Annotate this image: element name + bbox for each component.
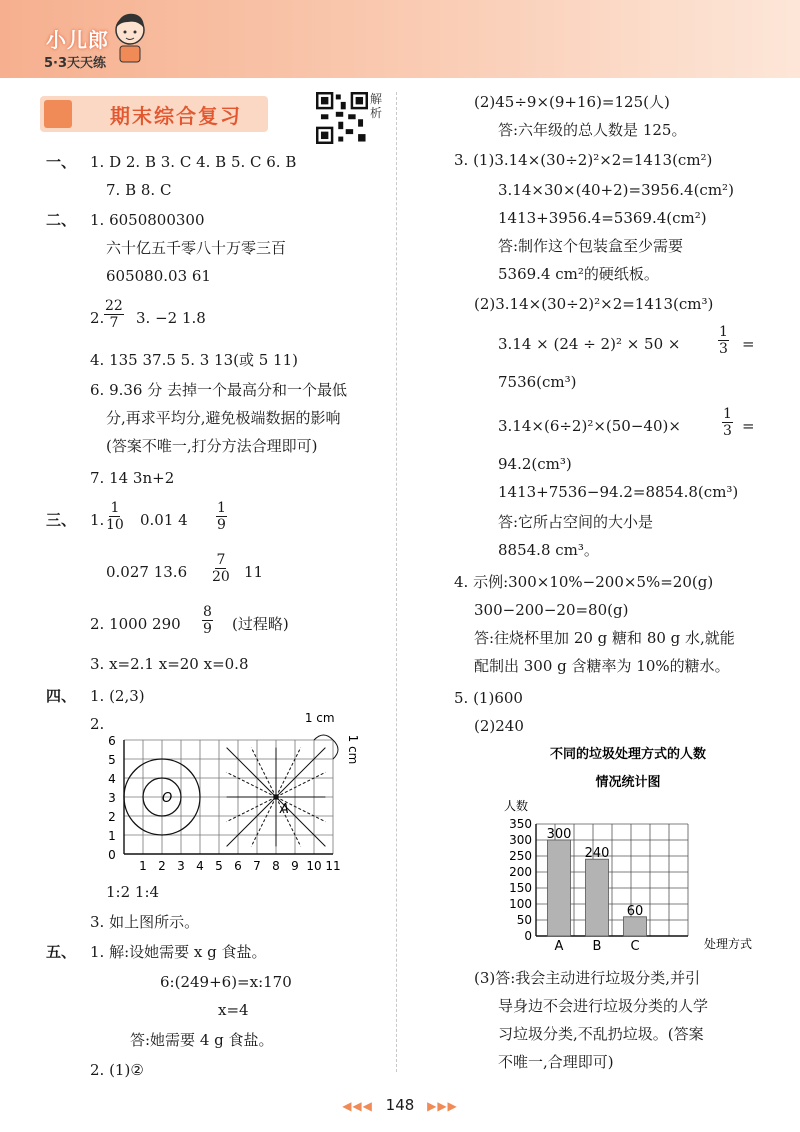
y-tick-label: 1 bbox=[108, 829, 116, 843]
burst-line bbox=[276, 772, 325, 797]
x-tick-label: 3 bbox=[177, 859, 185, 873]
answer-line: 1413+3956.4=5369.4(cm²) bbox=[498, 209, 707, 227]
answer-line: 1. D 2. B 3. C 4. B 5. C 6. B bbox=[90, 153, 297, 171]
answer-line: (3)答:我会主动进行垃圾分类,并引 bbox=[474, 969, 701, 987]
bar bbox=[548, 840, 571, 936]
x-tick-label: 2 bbox=[158, 859, 166, 873]
answer-line: 4. 135 37.5 5. 3 13(或 5 11) bbox=[90, 351, 298, 369]
answer-line: = bbox=[742, 335, 755, 353]
y-tick-label: 6 bbox=[108, 734, 116, 748]
answer-line: (答案不唯一,打分方法合理即可) bbox=[106, 437, 318, 455]
answer-line: 配制出 300 g 含糖率为 10%的糖水。 bbox=[474, 657, 730, 675]
section-1-number: 一、 bbox=[46, 153, 77, 171]
burst-line bbox=[227, 772, 276, 797]
burst-line bbox=[227, 797, 276, 846]
answer-line: 11 bbox=[244, 563, 264, 581]
answer-line: 1. 6050800300 bbox=[90, 211, 205, 229]
unit-brace bbox=[333, 740, 338, 759]
answer-line: 8854.8 cm³。 bbox=[498, 541, 599, 559]
answer-line: (2)3.14×(30÷2)²×2=1413(cm³) bbox=[474, 295, 714, 313]
burst-line bbox=[276, 748, 325, 797]
bar-value-label: 300 bbox=[546, 827, 572, 842]
burst-line bbox=[276, 748, 301, 797]
fraction: $\frac{8}{9}$ bbox=[203, 604, 212, 637]
column-divider bbox=[396, 92, 397, 1072]
x-tick-label: 5 bbox=[215, 859, 223, 873]
answer-line: 3. x=2.1 x=20 x=0.8 bbox=[90, 655, 249, 673]
answer-line: 答:制作这个包装盒至少需要 bbox=[498, 237, 684, 255]
y-tick-label: 3 bbox=[108, 791, 116, 805]
chart-subtitle: 情况统计图 bbox=[595, 775, 661, 790]
answer-line: 2. 1000 290 bbox=[90, 615, 181, 633]
bar bbox=[624, 917, 647, 936]
x-tick-label: B bbox=[592, 939, 602, 954]
x-tick-label: 11 bbox=[325, 859, 341, 873]
unit-horizontal-label: 1 cm bbox=[304, 711, 335, 725]
bar bbox=[586, 859, 609, 936]
answer-line: 答:六年级的总人数是 125。 bbox=[498, 121, 687, 139]
answer-line: 答:往烧杯里加 20 g 糖和 80 g 水,就能 bbox=[474, 629, 735, 647]
fraction: $\frac{1}{3}$ bbox=[723, 406, 732, 439]
unit-vertical-label: 1 cm bbox=[346, 734, 360, 765]
section-title-box bbox=[40, 96, 268, 132]
answer-line: 3. 如上图所示。 bbox=[90, 913, 200, 931]
answer-line: 0.01 4 bbox=[140, 511, 188, 529]
section-2-number: 二、 bbox=[46, 211, 77, 229]
qr-code-icon[interactable] bbox=[316, 92, 368, 144]
answer-line: (2)240 bbox=[474, 717, 524, 735]
answer-line: 7. 14 3n+2 bbox=[90, 469, 175, 487]
answer-line: 分,再求平均分,避免极端数据的影响 bbox=[106, 409, 341, 427]
answer-line: (过程略) bbox=[232, 615, 289, 633]
answer-line: 1. (2,3) bbox=[90, 687, 145, 705]
title-marker bbox=[44, 100, 72, 128]
x-tick-label: 1 bbox=[139, 859, 147, 873]
x-tick-label: 10 bbox=[306, 859, 322, 873]
y-tick-label: 150 bbox=[509, 881, 532, 895]
x-tick-label: C bbox=[630, 939, 640, 954]
answer-line: 3. (1)3.14×(30÷2)²×2=1413(cm²) bbox=[454, 151, 713, 169]
ratio-answer: 1:2 1:4 bbox=[106, 883, 160, 901]
x-tick-label: 6 bbox=[234, 859, 242, 873]
answer-line: 7. B 8. C bbox=[106, 181, 172, 199]
answer-line: 2. bbox=[90, 309, 105, 327]
x-tick-label: 8 bbox=[272, 859, 280, 873]
qr-label: 解析 bbox=[370, 92, 383, 120]
answer-line: 0.027 13.6 bbox=[106, 563, 188, 581]
fraction: $\frac{7}{20}$ bbox=[212, 552, 230, 585]
answer-line: 7536(cm³) bbox=[498, 373, 577, 391]
x-tick-label: 4 bbox=[196, 859, 204, 873]
section-3-number: 三、 bbox=[46, 511, 77, 529]
answer-line: 3. −2 1.8 bbox=[136, 309, 206, 327]
answer-line: 3.14×(6÷2)²×(50−40)× bbox=[498, 417, 681, 435]
answer-line: x=4 bbox=[218, 1001, 249, 1019]
bar-chart bbox=[478, 740, 778, 962]
y-tick-label: 300 bbox=[509, 833, 532, 847]
chart-xlabel: 处理方式 bbox=[704, 937, 753, 951]
answer-line: 六十亿五千零八十万零三百 bbox=[106, 239, 287, 257]
answer-line: 1413+7536−94.2=8854.8(cm³) bbox=[498, 483, 739, 501]
answer-line: 6. 9.36 分 去掉一个最高分和一个最低 bbox=[90, 381, 348, 399]
answer-line: 导身边不会进行垃圾分类的人学 bbox=[498, 997, 709, 1015]
bar-value-label: 60 bbox=[626, 903, 644, 919]
answer-line: = bbox=[742, 417, 755, 435]
y-tick-label: 50 bbox=[516, 913, 532, 927]
answer-line: 2. bbox=[90, 715, 105, 733]
y-tick-label: 0 bbox=[524, 929, 532, 943]
answer-line: 5369.4 cm²的硬纸板。 bbox=[498, 265, 659, 283]
y-tick-label: 100 bbox=[509, 897, 532, 911]
y-tick-label: 250 bbox=[509, 849, 532, 863]
answer-line: (2)45÷9×(9+16)=125(人) bbox=[474, 93, 670, 111]
burst-line bbox=[251, 748, 276, 797]
bar-value-label: 240 bbox=[584, 846, 610, 862]
section-5-number: 五、 bbox=[46, 943, 77, 961]
answer-line: 605080.03 61 bbox=[106, 267, 211, 285]
y-tick-label: 0 bbox=[108, 848, 116, 862]
answer-line: 答:它所占空间的大小是 bbox=[498, 513, 654, 531]
prev-arrows-icon: ◀◀◀ bbox=[342, 1099, 373, 1113]
answer-line: 1. bbox=[90, 511, 105, 529]
y-tick-label: 350 bbox=[509, 817, 532, 831]
y-tick-label: 4 bbox=[108, 772, 116, 786]
x-tick-label: 9 bbox=[291, 859, 299, 873]
unit-brace bbox=[314, 735, 333, 740]
answer-line: 94.2(cm³) bbox=[498, 455, 572, 473]
burst-line bbox=[251, 797, 276, 846]
x-tick-label: A bbox=[554, 939, 564, 954]
answer-line: 6:(249+6)=x:170 bbox=[160, 973, 292, 991]
page-footer bbox=[0, 1096, 800, 1114]
section-title: 期末综合复习 bbox=[110, 104, 242, 128]
fraction: $\frac{1}{10}$ bbox=[106, 500, 124, 533]
answer-line: 5. (1)600 bbox=[454, 689, 523, 707]
chart-title: 不同的垃圾处理方式的人数 bbox=[549, 747, 707, 762]
x-tick-label: 7 bbox=[253, 859, 261, 873]
series-label: 5·3天天练 bbox=[44, 56, 107, 71]
answer-line: 答:她需要 4 g 食盐。 bbox=[130, 1031, 274, 1049]
section-4-number: 四、 bbox=[46, 687, 77, 705]
answer-line: 习垃圾分类,不乱扔垃圾。(答案 bbox=[498, 1025, 704, 1043]
y-tick-label: 2 bbox=[108, 810, 116, 824]
burst-line bbox=[227, 797, 276, 822]
mascot-icon bbox=[110, 8, 150, 66]
chart-ylabel: 人数 bbox=[503, 799, 529, 813]
point-label-o: O bbox=[162, 791, 173, 806]
burst-line bbox=[227, 748, 276, 797]
page-number: 148 bbox=[385, 1096, 415, 1114]
answer-line: 3.14×30×(40+2)=3956.4(cm²) bbox=[498, 181, 734, 199]
brand-logo: 小儿郎 bbox=[46, 28, 109, 52]
answer-line: 300−200−20=80(g) bbox=[474, 601, 629, 619]
fraction: $\frac{1}{9}$ bbox=[217, 500, 226, 533]
coordinate-grid-figure bbox=[100, 704, 376, 876]
y-tick-label: 5 bbox=[108, 753, 116, 767]
y-tick-label: 200 bbox=[509, 865, 532, 879]
fraction: $\frac{22}{7}$ bbox=[105, 298, 123, 331]
answer-line: 不唯一,合理即可) bbox=[498, 1053, 614, 1071]
answer-line: 1. 解:设她需要 x g 食盐。 bbox=[90, 943, 267, 961]
point-label-a: A bbox=[280, 802, 289, 817]
answer-line: 2. (1)② bbox=[90, 1061, 144, 1079]
fraction: $\frac{1}{3}$ bbox=[719, 324, 728, 357]
next-arrows-icon: ▶▶▶ bbox=[427, 1099, 458, 1113]
answer-line: 3.14 × (24 ÷ 2)² × 50 × bbox=[498, 335, 681, 353]
answer-line: 4. 示例:300×10%−200×5%=20(g) bbox=[454, 573, 714, 591]
